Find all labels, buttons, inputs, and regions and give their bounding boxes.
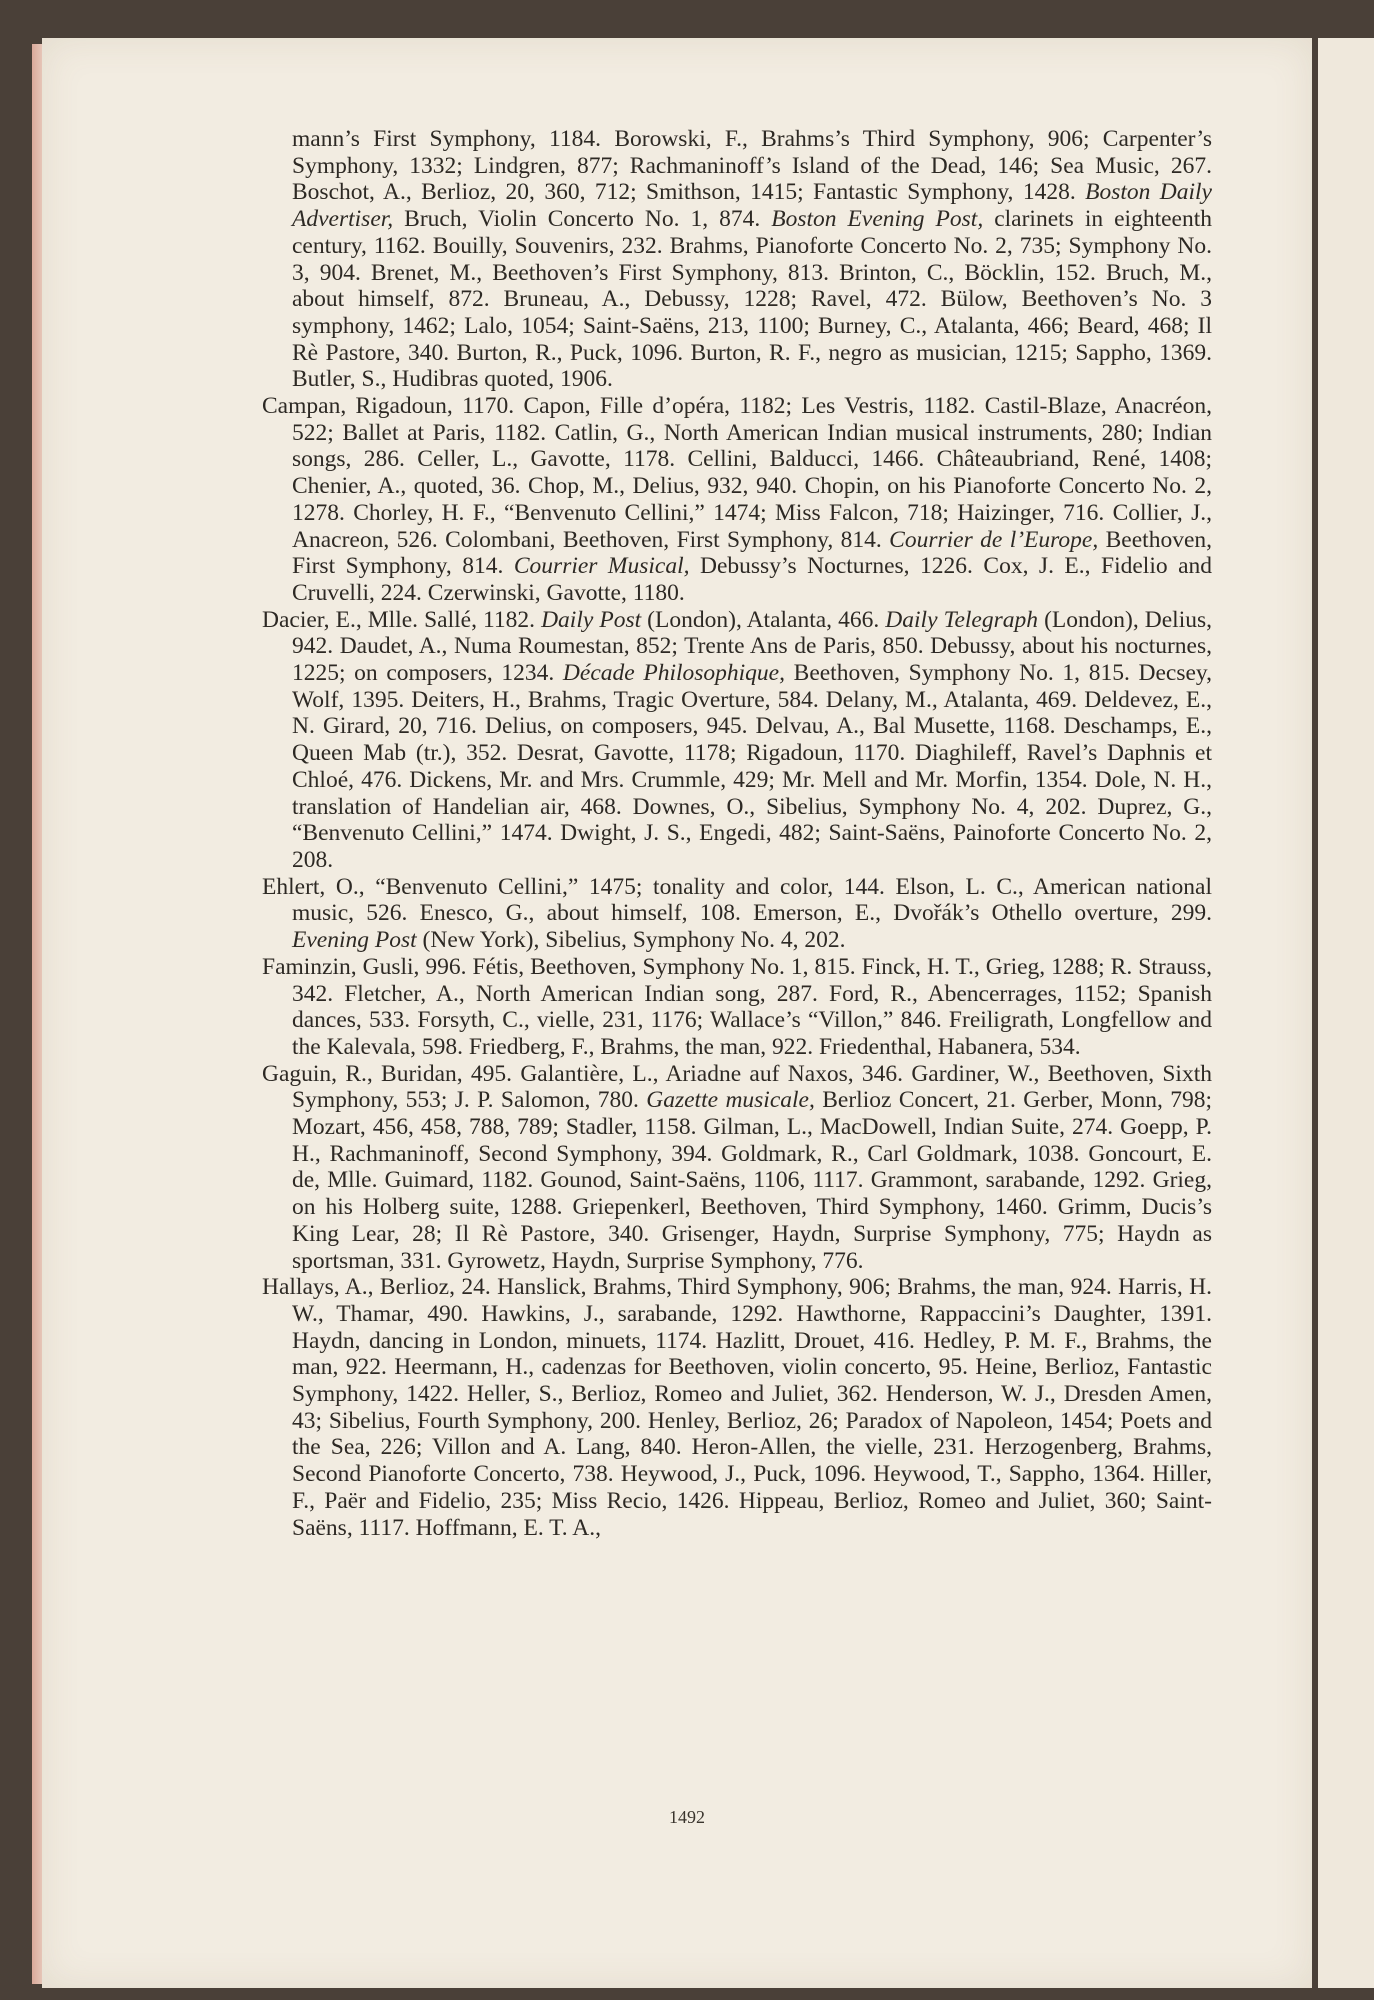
italic-title: Courrier de l’Europe, — [889, 526, 1099, 553]
italic-title: Evening Post — [292, 927, 417, 954]
entry-text: Dacier, E., Mlle. Sallé, 1182. — [262, 606, 542, 633]
italic-title: Courrier Musical, — [513, 553, 690, 580]
facing-page-edge — [1318, 38, 1374, 1988]
index-entry-d — [262, 607, 1212, 874]
italic-title: Boston Evening Post, — [771, 206, 984, 233]
entry-text: Bruch, Violin Concerto No. 1, 874. — [393, 206, 772, 233]
entry-text: (New York), Sibelius, Symphony No. 4, 202. — [416, 927, 846, 954]
index-entry-e — [262, 874, 1212, 954]
entry-text: mann’s First Symphony, 1184. Borowski, F., Brahms’s Third Symphony, 906; Carpenter’s Symphony, 1332; Lindgren, 877; Rachmaninoff’s Island of the Dead, 146; Sea Music, 267. Boschot, A., Berlioz, 20, 360, 712; Smithson, 1415; Fantastic Symphony, 1428. — [292, 126, 1212, 206]
entry-text: Campan, Rigadoun, 1170. Capon, Fille d’opéra, 1182; Les Vestris, 1182. Castil-Blaze, Anacréon, 522; Ballet at Paris, 1182. Catlin, G., North American Indian musical instruments, 280; Indian songs, 286. Celler, L., Gavotte, 1178. Cellini, Balducci, 1466. Châteaubriand, René, 1408; Chenier, A., quoted, 36. Chop, M., Delius, 932, 940. Chopin, on his Pianoforte Concerto No. 2, 1278. Chorley, H. F., “Benvenuto Cellini,” 1474; Miss Falcon, 718; Haizinger, 716. Collier, J., Anacreon, 526. Colombani, Beethoven, First Symphony, 814. — [262, 393, 1212, 553]
entry-text: (London), Delius, 942. Daudet, A., Numa Roumestan, 852; Trente Ans de Paris, 850. Debussy, about his nocturnes, 1225; on composers, 1234. — [292, 606, 1212, 687]
index-text — [262, 126, 1212, 1541]
entry-text: (London), Atalanta, 466. — [641, 606, 886, 633]
italic-title: Boston Daily Advertiser, — [292, 179, 1212, 233]
entry-text: Faminzin, Gusli, 996. Fétis, Beethoven, Symphony No. 1, 815. Finck, H. T., Grieg, 1288; R. Strauss, 342. Fletcher, A., North American Indian song, 287. Ford, R., Abencerrages, 1152; Spanish dances, 533. Forsyth, C., vielle, 231, 1176; Wallace’s “Villon,” 846. Freiligrath, Longfellow and the Kalevala, 598. Friedberg, F., Brahms, the man, 922. Friedenthal, Habanera, 534. — [262, 953, 1212, 1060]
entry-text: Ehlert, O., “Benvenuto Cellini,” 1475; tonality and color, 144. Elson, L. C., American national music, 526. Enesco, G., about himself, 108. Emerson, E., Dvořák’s Othello overture, 299. — [262, 873, 1212, 927]
index-entry-c — [262, 393, 1212, 607]
index-entry-h — [262, 1274, 1212, 1541]
entry-text: clarinets in eighteenth century, 1162. Bouilly, Souvenirs, 232. Brahms, Pianoforte Concerto No. 2, 735; Symphony No. 3, 904. Brenet, M., Beethoven’s First Symphony, 813. Brinton, C., Böcklin, 152. Bruch, M., about himself, 872. Bruneau, A., Debussy, 1228; Ravel, 472. Bülow, Beethoven’s No. 3 symphony, 1462; Lalo, 1054; Saint-Saëns, 213, 1100; Burney, C., Atalanta, 466; Beard, 468; Il Rè Pastore, 340. Burton, R., Puck, 1096. Burton, R. F., negro as musician, 1215; Sappho, 1369. Butler, S., Hudibras quoted, 1906. — [292, 206, 1212, 393]
page-number: 1492 — [669, 1807, 705, 1827]
index-entry-f — [262, 954, 1212, 1061]
italic-title: Décade Philosophique, — [562, 660, 785, 687]
entry-text: Berlioz Concert, 21. Gerber, Monn, 798; Mozart, 456, 458, 788, 789; Stadler, 1158. Gilman, L., MacDowell, Indian Suite, 274. Goepp, P. H., Rachmaninoff, Second Symphony, 394. Goldmark, R., Carl Goldmark, 1038. Goncourt, E. de, Mlle. Guimard, 1182. Gounod, Saint-Saëns, 1106, 1117. Grammont, sarabande, 1292. Grieg, on his Holberg suite, 1288. Griepenkerl, Beethoven, Third Symphony, 1460. Grimm, Ducis’s King Lear, 28; Il Rè Pastore, 340. Grisenger, Haydn, Surprise Symphony, 775; Haydn as sportsman, 331. Gyrowetz, Haydn, Surprise Symphony, 776. — [292, 1087, 1212, 1274]
italic-title: Daily Post — [541, 606, 642, 633]
index-entry-g — [262, 1061, 1212, 1275]
entry-text: Hallays, A., Berlioz, 24. Hanslick, Brahms, Third Symphony, 906; Brahms, the man, 924. Harris, H. W., Thamar, 490. Hawkins, J., sarabande, 1292. Hawthorne, Rappaccini’s Daughter, 1391. Haydn, dancing in London, minuets, 1174. Hazlitt, Drouet, 416. Hedley, P. M. F., Brahms, the man, 922. Heermann, H., cadenzas for Beethoven, violin concerto, 95. Heine, Berlioz, Fantastic Symphony, 1422. Heller, S., Berlioz, Romeo and Juliet, 362. Henderson, W. J., Dresden Amen, 43; Sibelius, Fourth Symphony, 200. Henley, Berlioz, 26; Paradox of Napoleon, 1454; Poets and the Sea, 226; Villon and A. Lang, 840. Heron-Allen, the vielle, 231. Herzogenberg, Brahms, Second Pianoforte Concerto, 738. Heywood, J., Puck, 1096. Heywood, T., Sappho, 1364. Hiller, F., Paër and Fidelio, 235; Miss Recio, 1426. Hippeau, Berlioz, Romeo and Juliet, 360; Saint-Saëns, 1117. Hoffmann, E. T. A., — [262, 1274, 1212, 1541]
entry-text: Beethoven, First Symphony, 814. — [292, 526, 1213, 580]
entry-text: Beethoven, Symphony No. 1, 815. Decsey, Wolf, 1395. Deiters, H., Brahms, Tragic Overture, 584. Delany, M., Atalanta, 469. Deldevez, E., N. Girard, 20, 716. Delius, on composers, 945. Delvau, A., Bal Musette, 1168. Deschamps, E., Queen Mab (tr.), 352. Desrat, Gavotte, 1178; Rigadoun, 1170. Diaghileff, Ravel’s Daphnis et Chloé, 476. Dickens, Mr. and Mrs. Crummle, 429; Mr. Mell and Mr. Morfin, 1354. Dole, N. H., translation of Handelian air, 468. Downes, O., Sibelius, Symphony No. 4, 202. Duprez, G., “Benvenuto Cellini,” 1474. Dwight, J. S., Engedi, 482; Saint-Saëns, Painoforte Concerto No. 2, 208. — [292, 660, 1212, 873]
italic-title: Daily Telegraph — [885, 606, 1039, 633]
italic-title: Gazette musicale, — [646, 1087, 815, 1114]
entry-text: Gaguin, R., Buridan, 495. Galantière, L., Ariadne auf Naxos, 346. Gardiner, W., Beethoven, Sixth Symphony, 553; J. P. Salomon, 780. — [262, 1060, 1212, 1114]
index-entry-b-continued — [262, 126, 1212, 393]
entry-text: Debussy’s Nocturnes, 1226. Cox, J. E., Fidelio and Cruvelli, 224. Czerwinski, Gavotte, 1180. — [292, 553, 1213, 606]
